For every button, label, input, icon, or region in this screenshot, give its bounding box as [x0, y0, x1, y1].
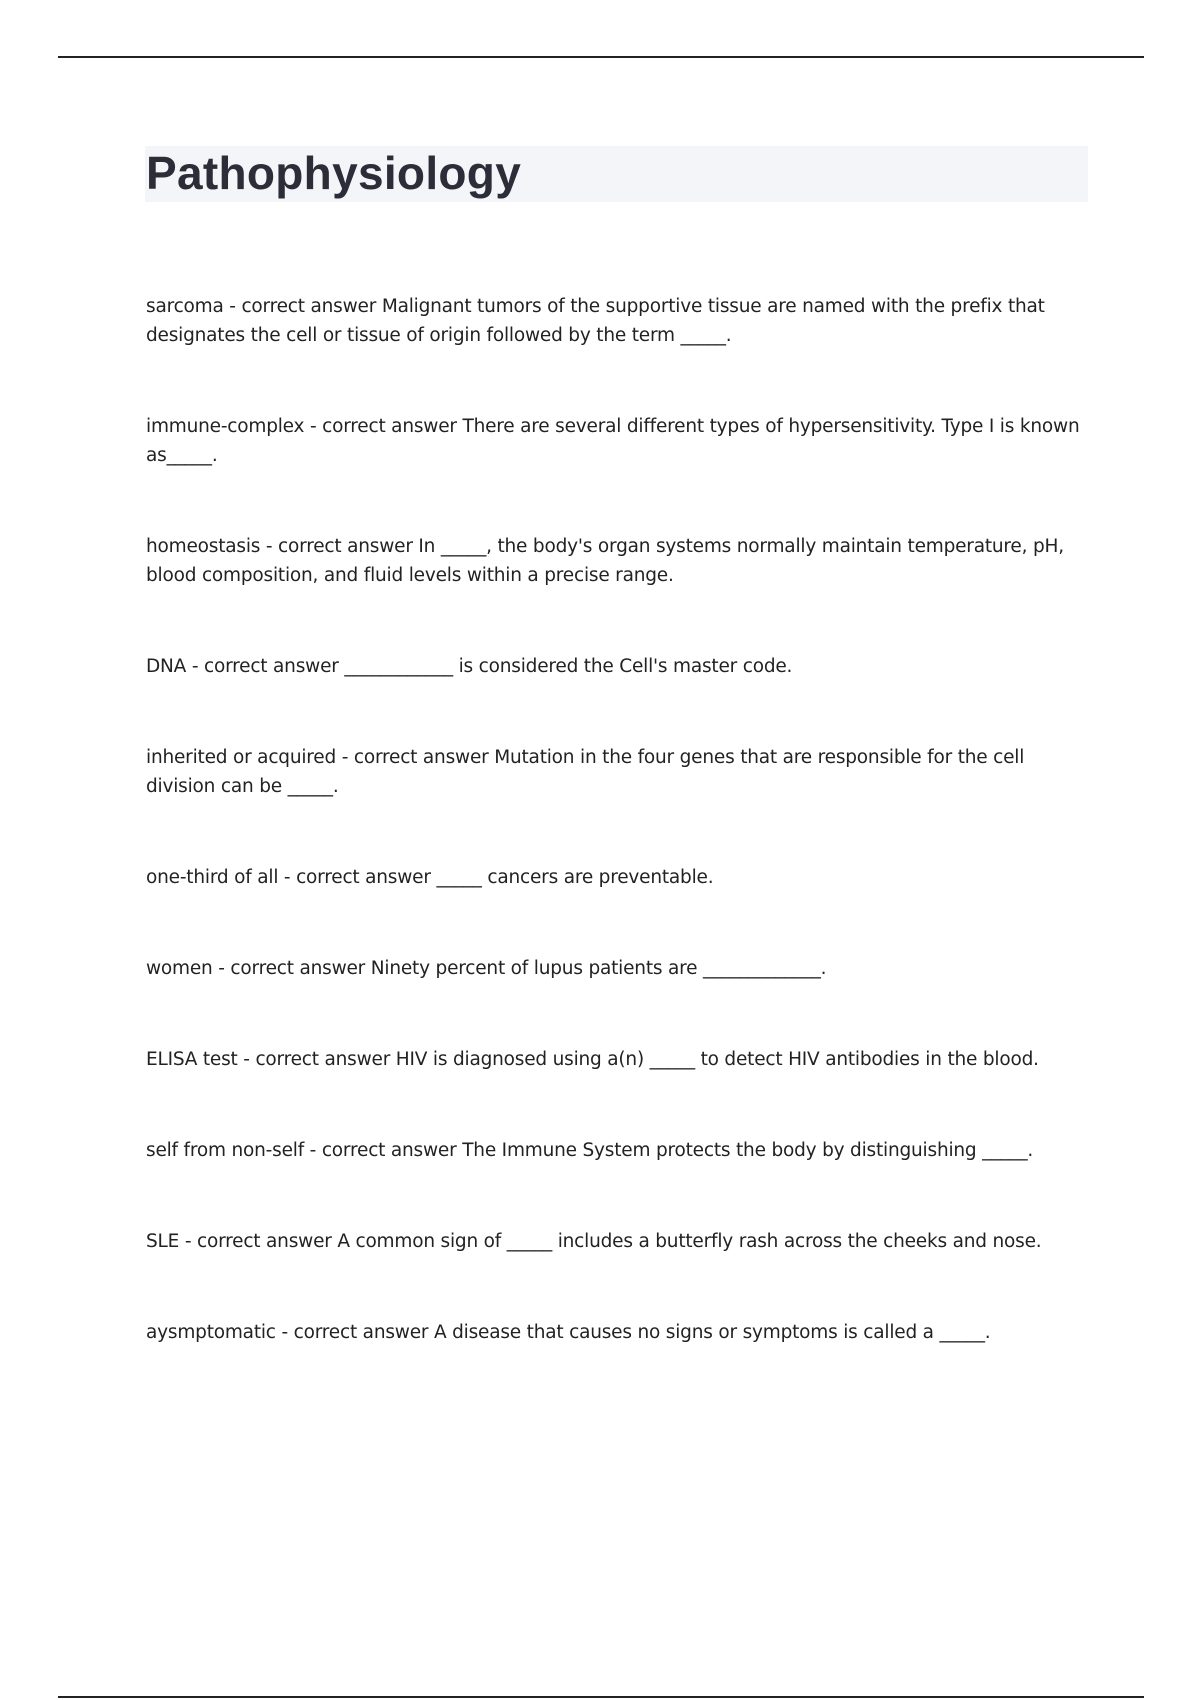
- flashcard-item: homeostasis - correct answer In _____, the body's organ systems normally maintain temperature, pH, blood composition, and fluid levels within a precise range.: [146, 536, 1064, 586]
- bottom-divider: [58, 1696, 1144, 1698]
- flashcard-item: women - correct answer Ninety percent of lupus patients are _____________.: [146, 958, 827, 979]
- flashcard-item: DNA - correct answer ____________ is considered the Cell's master code.: [146, 656, 793, 677]
- page-title: Pathophysiology: [146, 147, 522, 199]
- flashcard-item: ELISA test - correct answer HIV is diagnosed using a(n) _____ to detect HIV antibodies in the blood.: [146, 1049, 1039, 1070]
- flashcard-item: inherited or acquired - correct answer Mutation in the four genes that are responsible for the cell division can be _____.: [146, 747, 1025, 797]
- flashcard-item: sarcoma - correct answer Malignant tumors of the supportive tissue are named with the prefix that designates the cell or tissue of origin followed by the term _____.: [146, 296, 1045, 346]
- flashcard-item: SLE - correct answer A common sign of _____ includes a butterfly rash across the cheeks and nose.: [146, 1231, 1042, 1252]
- top-divider: [58, 56, 1144, 58]
- flashcard-item: one-third of all - correct answer _____ cancers are preventable.: [146, 867, 714, 888]
- flashcard-item: immune-complex - correct answer There are several different types of hypersensitivity. Type I is known as_____.: [146, 416, 1080, 466]
- flashcard-item: self from non-self - correct answer The Immune System protects the body by distinguishing _____.: [146, 1140, 1034, 1161]
- flashcard-item: aysmptomatic - correct answer A disease that causes no signs or symptoms is called a _____.: [146, 1322, 991, 1343]
- flashcard-list: [146, 292, 1081, 1409]
